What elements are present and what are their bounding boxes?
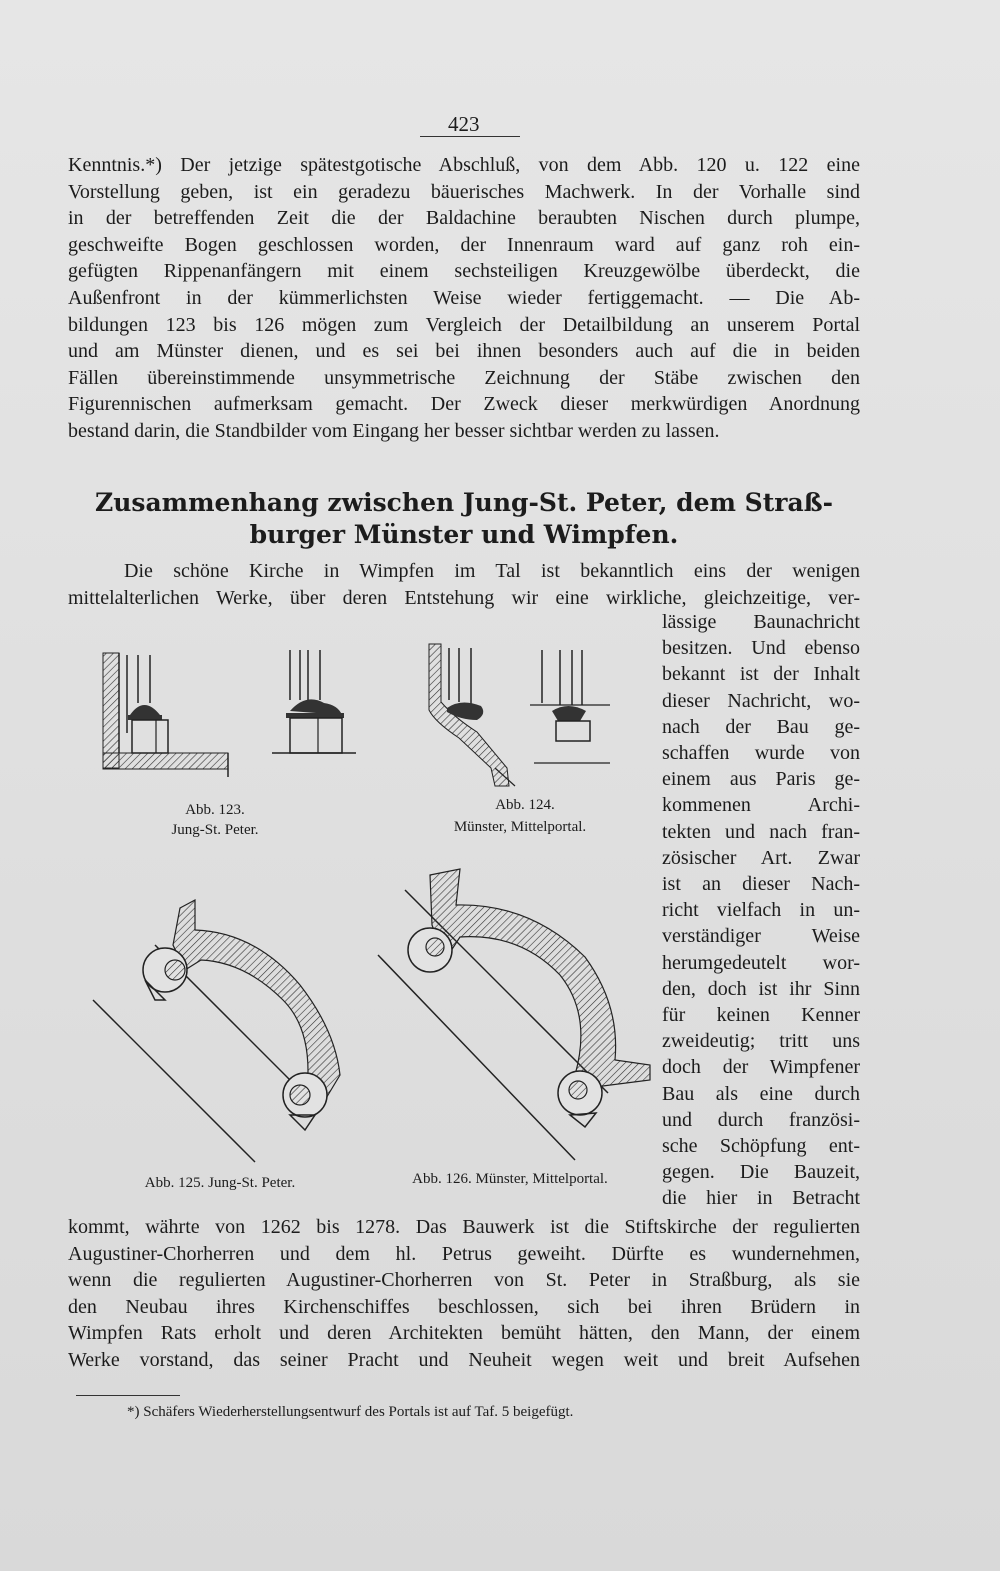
text-line: verständiger Weise	[662, 925, 860, 948]
text-line: den, doch ist ihr Sinn	[662, 977, 860, 1000]
text-line: dieser Nachricht, wo-	[662, 689, 860, 712]
figure-125-drawing	[85, 890, 355, 1170]
figure-124-number: Abb. 124.	[495, 797, 555, 813]
text-line: und durch französi-	[662, 1108, 860, 1131]
text-line: besitzen. Und ebenso	[662, 637, 860, 660]
text-line: und am Münster dienen, und es sei bei ihnen besonders auch auf die in beiden	[68, 340, 860, 363]
text-line: doch der Wimpfener	[662, 1056, 860, 1079]
figure-123b-drawing	[268, 645, 358, 760]
text-line: gefügten Rippenanfängern mit einem sechsteiligen Kreuzgewölbe überdeckt, die	[68, 260, 860, 283]
figure-126-drawing	[370, 865, 660, 1170]
text-line: gegen. Die Bauzeit,	[662, 1161, 860, 1184]
text-line: Kenntnis.*) Der jetzige spätestgotische Abschluß, von dem Abb. 120 u. 122 eine	[68, 154, 860, 176]
figure-123-title: Jung-St. Peter.	[171, 822, 259, 838]
text-line: in der betreffenden Zeit die der Baldachine beraubten Nischen durch plumpe,	[68, 207, 860, 230]
text-line: Außenfront in der kümmerlichsten Weise wieder fertiggemacht. — Die Ab-	[68, 286, 860, 309]
heading-line: burger Münster und Wimpfen.	[249, 520, 679, 549]
text-line: sche Schöpfung ent-	[662, 1135, 860, 1158]
figure-124b-drawing	[530, 645, 615, 770]
text-line: bekannt ist der Inhalt	[662, 663, 860, 686]
text-line: zösischer Art. Zwar	[662, 846, 860, 869]
text-line: herumgedeutelt wor-	[662, 951, 860, 974]
figure-125-caption: Abb. 125. Jung-St. Peter.	[144, 1175, 296, 1191]
figure-126-caption: Abb. 126. Münster, Mittelportal.	[412, 1171, 608, 1187]
text-line: lässige Baunachricht	[662, 611, 860, 633]
text-line: mittelalterlichen Werke, über deren Entstehung wir eine wirkliche, gleichzeitige, ver-	[68, 586, 860, 609]
text-line: geschweifte Bogen geschlossen worden, der Innenraum ward auf ganz roh ein-	[68, 233, 860, 256]
paragraph-2-top	[68, 558, 860, 611]
heading-line: Zusammenhang zwischen Jung-St. Peter, dem Straß-	[94, 488, 834, 517]
text-line: bildungen 123 bis 126 mögen zum Vergleich der Detailbildung an unserem Portal	[68, 313, 860, 336]
figure-123-drawing	[100, 645, 235, 780]
footnote-rule	[76, 1395, 180, 1396]
text-line: Die schöne Kirche in Wimpfen im Tal ist bekanntlich eins der wenigen	[124, 560, 860, 582]
text-line: Wimpfen Rats erholt und deren Architekten bemüht hätten, den Mann, der einem	[68, 1322, 860, 1345]
text-line: bestand darin, die Standbilder vom Eingang her besser sichtbar werden zu lassen.	[68, 419, 720, 442]
text-line: nach der Bau ge-	[662, 715, 860, 738]
page-number: 423	[420, 112, 520, 137]
footnote: *) Schäfers Wiederherstellungsentwurf des Portals ist auf Taf. 5 beigefügt.	[127, 1404, 574, 1420]
section-heading	[68, 487, 860, 551]
text-line: schaffen wurde von	[662, 742, 860, 765]
text-line: die hier in Betracht	[662, 1187, 860, 1210]
text-line: Fällen übereinstimmende unsymmetrische Zeichnung der Stäbe zwischen den	[68, 366, 860, 389]
figure-124-title: Münster, Mittelportal.	[453, 819, 587, 835]
text-line: Werke vorstand, das seiner Pracht und Neuheit wegen weit und breit Aufsehen	[68, 1348, 860, 1371]
text-line: zweideutig; tritt uns	[662, 1030, 860, 1053]
text-line: kommt, währte von 1262 bis 1278. Das Bauwerk ist die Stiftskirche der regulierten	[68, 1216, 860, 1238]
text-line: kommenen Archi-	[662, 794, 860, 817]
text-line: richt vielfach in un-	[662, 899, 860, 922]
text-line: ist an dieser Nach-	[662, 873, 860, 896]
text-line: für keinen Kenner	[662, 1004, 860, 1027]
text-line: den Neubau ihres Kirchenschiffes beschlossen, sich bei ihren Brüdern in	[68, 1295, 860, 1318]
figure-123-number: Abb. 123.	[185, 802, 245, 818]
text-line: Figurennischen aufmerksam gemacht. Der Zweck dieser merkwürdigen Anordnung	[68, 393, 860, 416]
text-line: Vorstellung geben, ist ein geradezu bäuerisches Machwerk. In der Vorhalle sind	[68, 180, 860, 203]
text-line: Augustiner-Chorherren und dem hl. Petrus geweiht. Dürfte es wundernehmen,	[68, 1242, 860, 1265]
paragraph-2-narrow-column	[662, 609, 860, 1212]
text-line: tekten und nach fran-	[662, 820, 860, 843]
figure-124-drawing	[425, 640, 520, 790]
text-line: einem aus Paris ge-	[662, 768, 860, 791]
text-line: Bau als eine durch	[662, 1082, 860, 1105]
paragraph-1	[68, 152, 860, 445]
paragraph-2-bottom	[68, 1214, 860, 1374]
text-line: wenn die regulierten Augustiner-Chorherren von St. Peter in Straßburg, als sie	[68, 1269, 860, 1292]
